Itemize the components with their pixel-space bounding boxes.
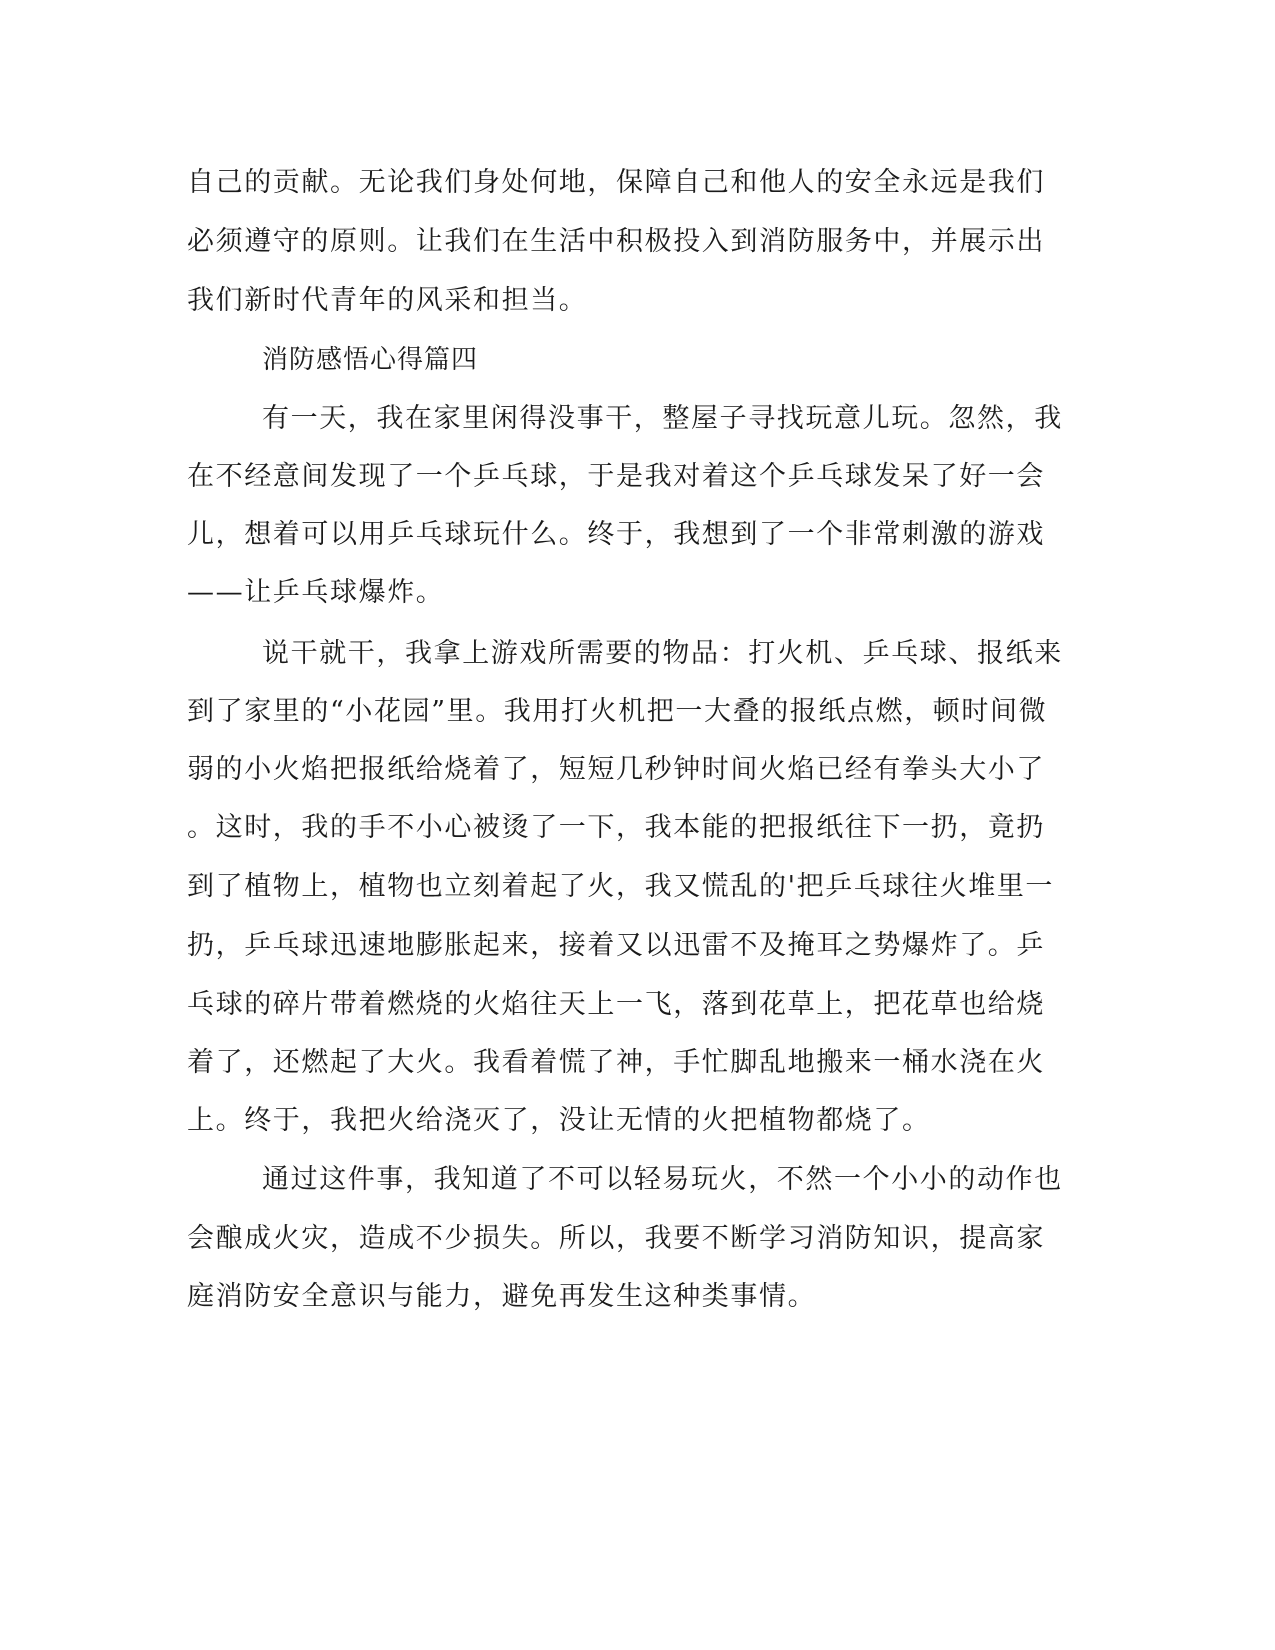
section-heading: 消防感悟心得篇四: [262, 345, 479, 375]
body-text-line: 会酿成火灾，造成不少损失。所以，我要不断学习消防知识，提高家: [187, 1223, 1045, 1254]
body-text-line: 弱的小火焰把报纸给烧着了，短短几秒钟时间火焰已经有拳头大小了: [187, 754, 1045, 785]
body-text-line: 儿，想着可以用乒乓球玩什么。终于，我想到了一个非常刺激的游戏: [187, 519, 1045, 550]
body-text-line: 扔，乒乓球迅速地膨胀起来，接着又以迅雷不及掩耳之势爆炸了。乒: [187, 930, 1045, 961]
body-text-line: 自己的贡献。无论我们身处何地，保障自己和他人的安全永远是我们: [187, 167, 1045, 198]
body-text-line: 必须遵守的原则。让我们在生活中积极投入到消防服务中，并展示出: [187, 226, 1045, 257]
body-text-line: 上。终于，我把火给浇灭了，没让无情的火把植物都烧了。: [187, 1105, 931, 1136]
body-text-line: 。这时，我的手不小心被烫了一下，我本能的把报纸往下一扔，竟扔: [187, 812, 1045, 843]
body-text-line: 通过这件事，我知道了不可以轻易玩火，不然一个小小的动作也: [262, 1164, 1063, 1195]
body-text-line: 着了，还燃起了大火。我看着慌了神，手忙脚乱地搬来一桶水浇在火: [187, 1047, 1045, 1078]
body-text-line: 说干就干，我拿上游戏所需要的物品：打火机、乒乓球、报纸来: [262, 638, 1063, 669]
body-text-line: 到了植物上，植物也立刻着起了火，我又慌乱的'把乒乓球往火堆里一: [187, 871, 1055, 902]
body-text-line: 庭消防安全意识与能力，避免再发生这种类事情。: [187, 1281, 817, 1312]
body-text-line: 乓球的碎片带着燃烧的火焰往天上一飞，落到花草上，把花草也给烧: [187, 989, 1045, 1020]
body-text-line: 到了家里的“小花园”里。我用打火机把一大叠的报纸点燃，顿时间微: [187, 696, 1048, 727]
body-text-line: 有一天，我在家里闲得没事干，整屋子寻找玩意儿玩。忽然，我: [262, 403, 1063, 434]
body-text-line: ——让乒乓球爆炸。: [187, 577, 445, 608]
body-text-line: 我们新时代青年的风采和担当。: [187, 285, 588, 316]
body-text-line: 在不经意间发现了一个乒乓球，于是我对着这个乒乓球发呆了好一会: [187, 461, 1045, 492]
